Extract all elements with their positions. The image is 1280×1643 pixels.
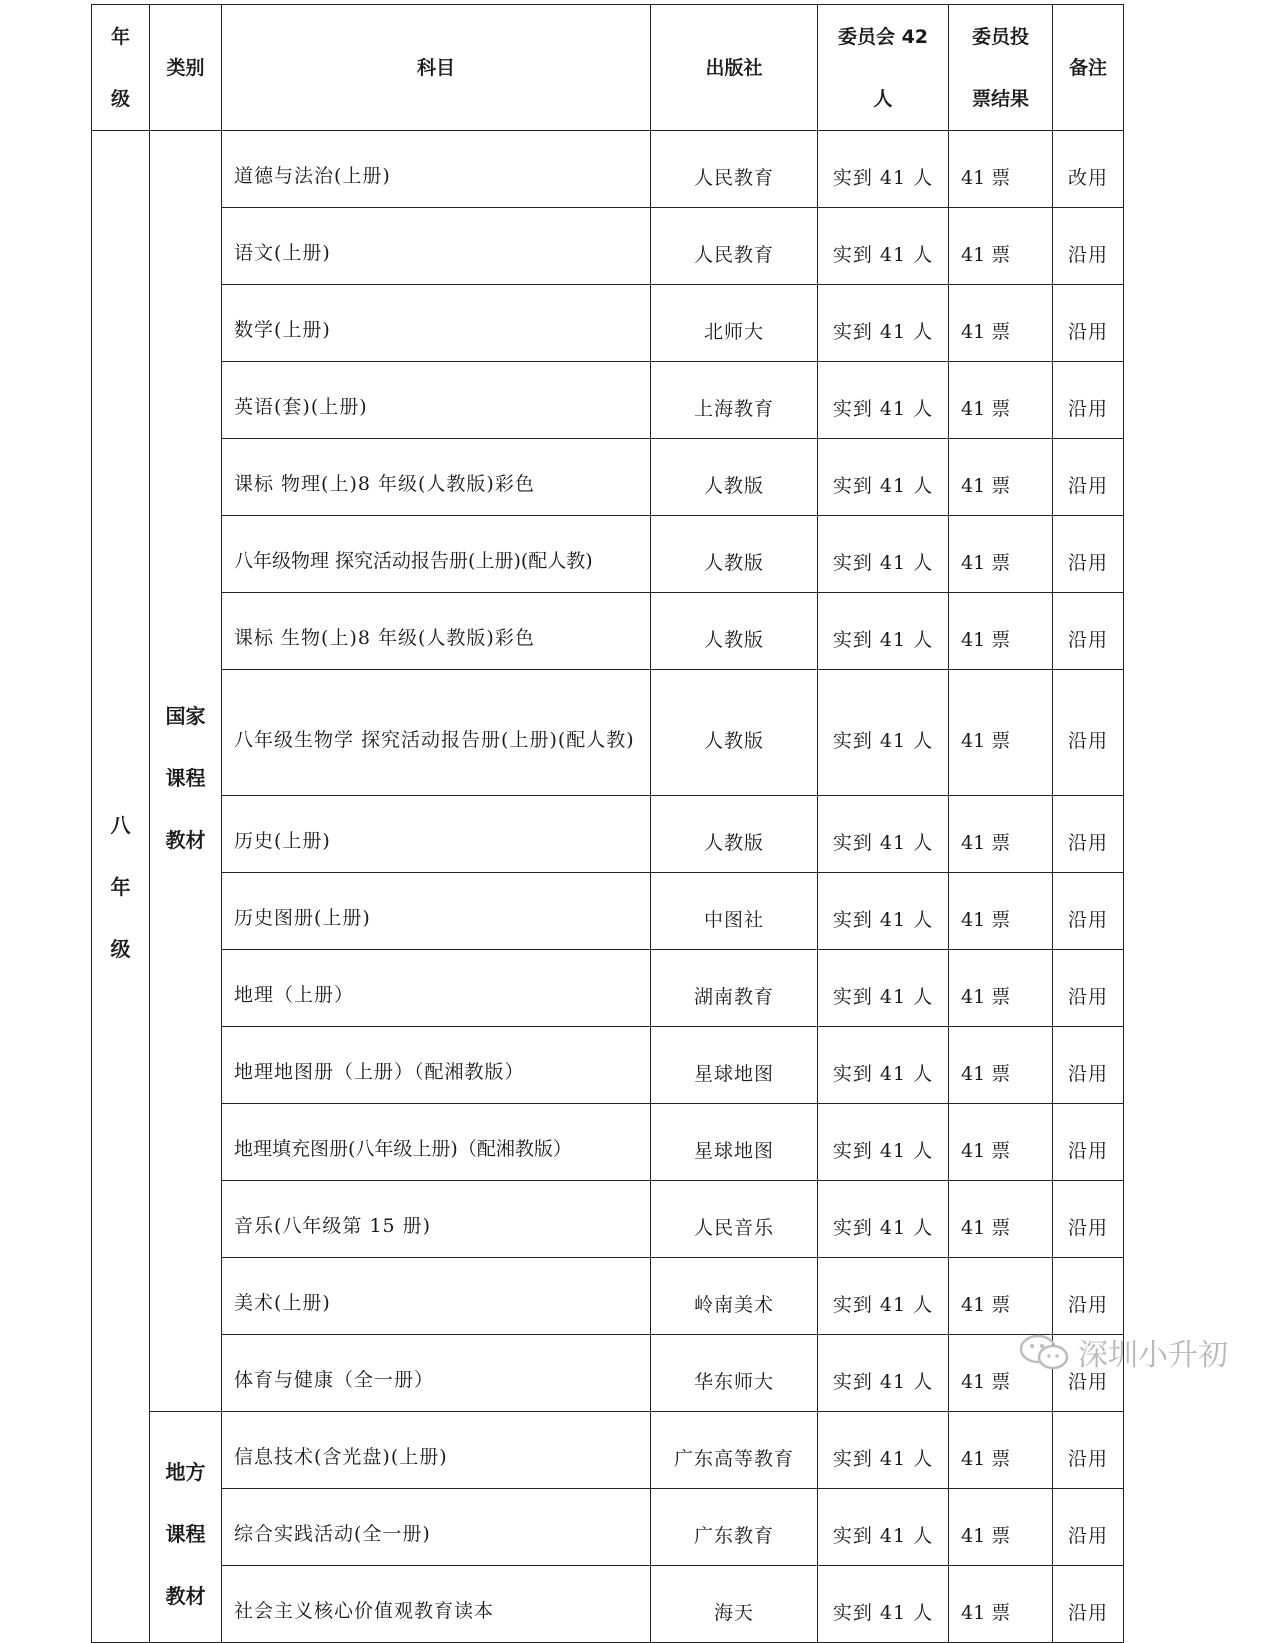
attendance-cell: 实到 41 人 — [818, 1258, 949, 1335]
subject-cell: 信息技术(含光盘)(上册) — [222, 1412, 651, 1489]
table-row — [92, 1027, 1124, 1104]
header-note: 备注 — [1053, 5, 1124, 131]
votes-cell: 41 票 — [949, 950, 1053, 1027]
attendance-cell: 实到 41 人 — [818, 1566, 949, 1643]
attendance-cell: 实到 41 人 — [818, 593, 949, 670]
header-committee: 委员会 42 人 — [818, 5, 949, 131]
note-cell: 改用 — [1053, 131, 1124, 208]
votes-cell: 41 票 — [949, 285, 1053, 362]
subject-cell: 英语(套)(上册) — [222, 362, 651, 439]
publisher-cell: 人教版 — [651, 516, 818, 593]
table-row — [92, 516, 1124, 593]
publisher-cell: 湖南教育 — [651, 950, 818, 1027]
votes-cell: 41 票 — [949, 1258, 1053, 1335]
subject-cell: 社会主义核心价值观教育读本 — [222, 1566, 651, 1643]
votes-cell: 41 票 — [949, 1566, 1053, 1643]
votes-cell: 41 票 — [949, 131, 1053, 208]
note-cell: 沿用 — [1053, 1181, 1124, 1258]
subject-cell: 课标 物理(上)8 年级(人教版)彩色 — [222, 439, 651, 516]
subject-cell: 课标 生物(上)8 年级(人教版)彩色 — [222, 593, 651, 670]
note-cell: 沿用 — [1053, 670, 1124, 796]
table-header-row — [92, 5, 1124, 131]
votes-cell: 41 票 — [949, 593, 1053, 670]
attendance-cell: 实到 41 人 — [818, 1027, 949, 1104]
votes-cell: 41 票 — [949, 1027, 1053, 1104]
subject-cell: 综合实践活动(全一册) — [222, 1489, 651, 1566]
attendance-cell: 实到 41 人 — [818, 1412, 949, 1489]
category-national: 国家课程教材 — [150, 131, 222, 1412]
table-row — [92, 1489, 1124, 1566]
votes-cell: 41 票 — [949, 208, 1053, 285]
subject-cell: 体育与健康（全一册） — [222, 1335, 651, 1412]
note-cell: 沿用 — [1053, 439, 1124, 516]
publisher-cell: 人教版 — [651, 439, 818, 516]
votes-cell: 41 票 — [949, 439, 1053, 516]
votes-cell: 41 票 — [949, 516, 1053, 593]
subject-cell: 历史图册(上册) — [222, 873, 651, 950]
table-row — [92, 670, 1124, 796]
votes-cell: 41 票 — [949, 796, 1053, 873]
attendance-cell: 实到 41 人 — [818, 873, 949, 950]
attendance-cell: 实到 41 人 — [818, 208, 949, 285]
attendance-cell: 实到 41 人 — [818, 1489, 949, 1566]
note-cell: 沿用 — [1053, 208, 1124, 285]
table-row — [92, 1104, 1124, 1181]
note-cell: 沿用 — [1053, 285, 1124, 362]
attendance-cell: 实到 41 人 — [818, 1104, 949, 1181]
votes-cell: 41 票 — [949, 1489, 1053, 1566]
table-row — [92, 131, 1124, 208]
publisher-cell: 人教版 — [651, 670, 818, 796]
table-row — [92, 873, 1124, 950]
publisher-cell: 华东师大 — [651, 1335, 818, 1412]
subject-cell: 数学(上册) — [222, 285, 651, 362]
publisher-cell: 广东教育 — [651, 1489, 818, 1566]
subject-cell: 八年级物理 探究活动报告册(上册)(配人教) — [222, 516, 651, 593]
header-publisher: 出版社 — [651, 5, 818, 131]
watermark — [1018, 1330, 1228, 1374]
table-row — [92, 285, 1124, 362]
subject-cell: 美术(上册) — [222, 1258, 651, 1335]
table-row — [92, 796, 1124, 873]
attendance-cell: 实到 41 人 — [818, 131, 949, 208]
note-cell: 沿用 — [1053, 1104, 1124, 1181]
category-local: 地方课程教材 — [150, 1412, 222, 1643]
attendance-cell: 实到 41 人 — [818, 1181, 949, 1258]
publisher-cell: 上海教育 — [651, 362, 818, 439]
table-row — [92, 208, 1124, 285]
attendance-cell: 实到 41 人 — [818, 796, 949, 873]
publisher-cell: 海天 — [651, 1566, 818, 1643]
attendance-cell: 实到 41 人 — [818, 362, 949, 439]
note-cell: 沿用 — [1053, 796, 1124, 873]
subject-cell: 音乐(八年级第 15 册) — [222, 1181, 651, 1258]
publisher-cell: 人民教育 — [651, 208, 818, 285]
votes-cell: 41 票 — [949, 362, 1053, 439]
note-cell: 沿用 — [1053, 1412, 1124, 1489]
note-cell: 沿用 — [1053, 362, 1124, 439]
note-cell: 沿用 — [1053, 1489, 1124, 1566]
subject-cell: 历史(上册) — [222, 796, 651, 873]
table-row — [92, 1412, 1124, 1489]
header-category: 类别 — [150, 5, 222, 131]
note-cell: 沿用 — [1053, 1258, 1124, 1335]
textbook-vote-table — [91, 4, 1124, 1643]
table-row — [92, 439, 1124, 516]
publisher-cell: 人教版 — [651, 796, 818, 873]
subject-cell: 地理地图册（上册）（配湘教版） — [222, 1027, 651, 1104]
table-row — [92, 1566, 1124, 1643]
note-cell: 沿用 — [1053, 1566, 1124, 1643]
table-row — [92, 950, 1124, 1027]
subject-cell: 八年级生物学 探究活动报告册(上册)(配人教) — [222, 670, 651, 796]
wechat-icon — [1018, 1332, 1072, 1372]
votes-cell: 41 票 — [949, 873, 1053, 950]
header-vote-result: 委员投票结果 — [949, 5, 1053, 131]
publisher-cell: 人民教育 — [651, 131, 818, 208]
note-cell: 沿用 — [1053, 593, 1124, 670]
votes-cell: 41 票 — [949, 670, 1053, 796]
table-row — [92, 1258, 1124, 1335]
publisher-cell: 岭南美术 — [651, 1258, 818, 1335]
publisher-cell: 人教版 — [651, 593, 818, 670]
attendance-cell: 实到 41 人 — [818, 670, 949, 796]
votes-cell: 41 票 — [949, 1104, 1053, 1181]
publisher-cell: 星球地图 — [651, 1104, 818, 1181]
note-cell: 沿用 — [1053, 873, 1124, 950]
publisher-cell: 北师大 — [651, 285, 818, 362]
attendance-cell: 实到 41 人 — [818, 439, 949, 516]
attendance-cell: 实到 41 人 — [818, 1335, 949, 1412]
grade-cell: 八年级 — [92, 131, 150, 1643]
table-row — [92, 362, 1124, 439]
subject-cell: 地理填充图册(八年级上册)（配湘教版） — [222, 1104, 651, 1181]
watermark-text: 深圳小升初 — [1078, 1338, 1228, 1373]
header-grade: 年级 — [92, 5, 150, 131]
publisher-cell: 中图社 — [651, 873, 818, 950]
publisher-cell: 人民音乐 — [651, 1181, 818, 1258]
votes-cell: 41 票 — [949, 1412, 1053, 1489]
publisher-cell: 星球地图 — [651, 1027, 818, 1104]
note-cell: 沿用 — [1053, 1027, 1124, 1104]
publisher-cell: 广东高等教育 — [651, 1412, 818, 1489]
votes-cell: 41 票 — [949, 1181, 1053, 1258]
note-cell: 沿用 — [1053, 516, 1124, 593]
subject-cell: 语文(上册) — [222, 208, 651, 285]
votes-cell: 41 票 — [949, 1335, 1053, 1412]
attendance-cell: 实到 41 人 — [818, 950, 949, 1027]
attendance-cell: 实到 41 人 — [818, 285, 949, 362]
table-row — [92, 1335, 1124, 1412]
subject-cell: 道德与法治(上册) — [222, 131, 651, 208]
note-cell: 沿用 — [1053, 950, 1124, 1027]
table-row — [92, 593, 1124, 670]
table-row — [92, 1181, 1124, 1258]
header-subject: 科目 — [222, 5, 651, 131]
subject-cell: 地理（上册） — [222, 950, 651, 1027]
note-cell: 沿用 — [1053, 1335, 1124, 1412]
attendance-cell: 实到 41 人 — [818, 516, 949, 593]
